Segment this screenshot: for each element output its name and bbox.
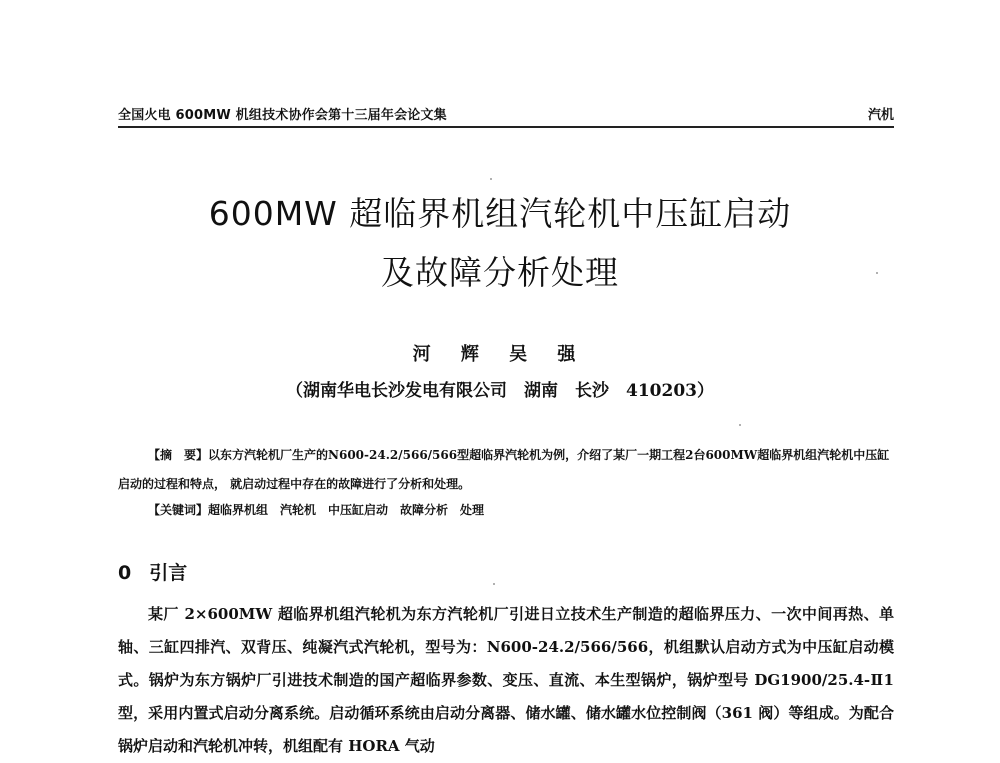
section-heading-introduction [118,558,187,585]
keywords-label: 【关键词】 [148,503,209,517]
section-title: 引言 [149,562,188,584]
abstract-label: 【摘 要】 [148,448,209,462]
scan-speck [739,424,741,426]
section-number: 0 [118,562,132,584]
header-section-label: 汽机 [867,108,894,123]
keywords [148,500,894,520]
author-names: 河 辉 吴 强 [412,344,588,365]
abstract-text: 以东方汽轮机厂生产的N600-24.2/566/566型超临界汽轮机为例，介绍了某厂一期工程2台600MW超临界机组汽轮机中压缸启动的过程和特点， 就启动过程中存在的故障进行了分析和处理。 [118,448,890,491]
paper-title-line-1: 600MW 超临界机组汽轮机中压缸启动 [208,194,792,233]
header-proceedings-title: 全国火电 600MW 机组技术协作会第十三届年会论文集 [118,108,447,123]
scan-speck [493,583,495,585]
body-paragraph: 某厂 2×600MW 超临界机组汽轮机为东方汽轮机厂引进日立技术生产制造的超临界压力、一次中间再热、单轴、三缸四排汽、双背压、纯凝汽式汽轮机，型号为：N600-24.2/566/566，机组默认启动方式为中压缸启动模式。锅炉为东方锅炉厂引进技术制造的国产超临界参数、变压、直流、本生型锅炉，锅炉型号 DG1900/25.4-Ⅱ1 型，采用内置式启动分离系统。启动循环系统由启动分离器、储水罐、储水罐水位控制阀（361 阀）等组成。为配合锅炉启动和汽轮机冲转，机组配有 HORA 气动 [118,605,894,755]
author-affiliation: （湖南华电长沙发电有限公司 湖南 长沙 410203） [286,381,714,401]
paper-title-line-2: 及故障分析处理 [381,253,619,292]
scan-speck [876,272,878,274]
abstract [118,441,894,499]
scan-speck [490,178,492,180]
keywords-text: 超临界机组 汽轮机 中压缸启动 故障分析 处理 [208,503,485,517]
running-header [118,104,894,128]
